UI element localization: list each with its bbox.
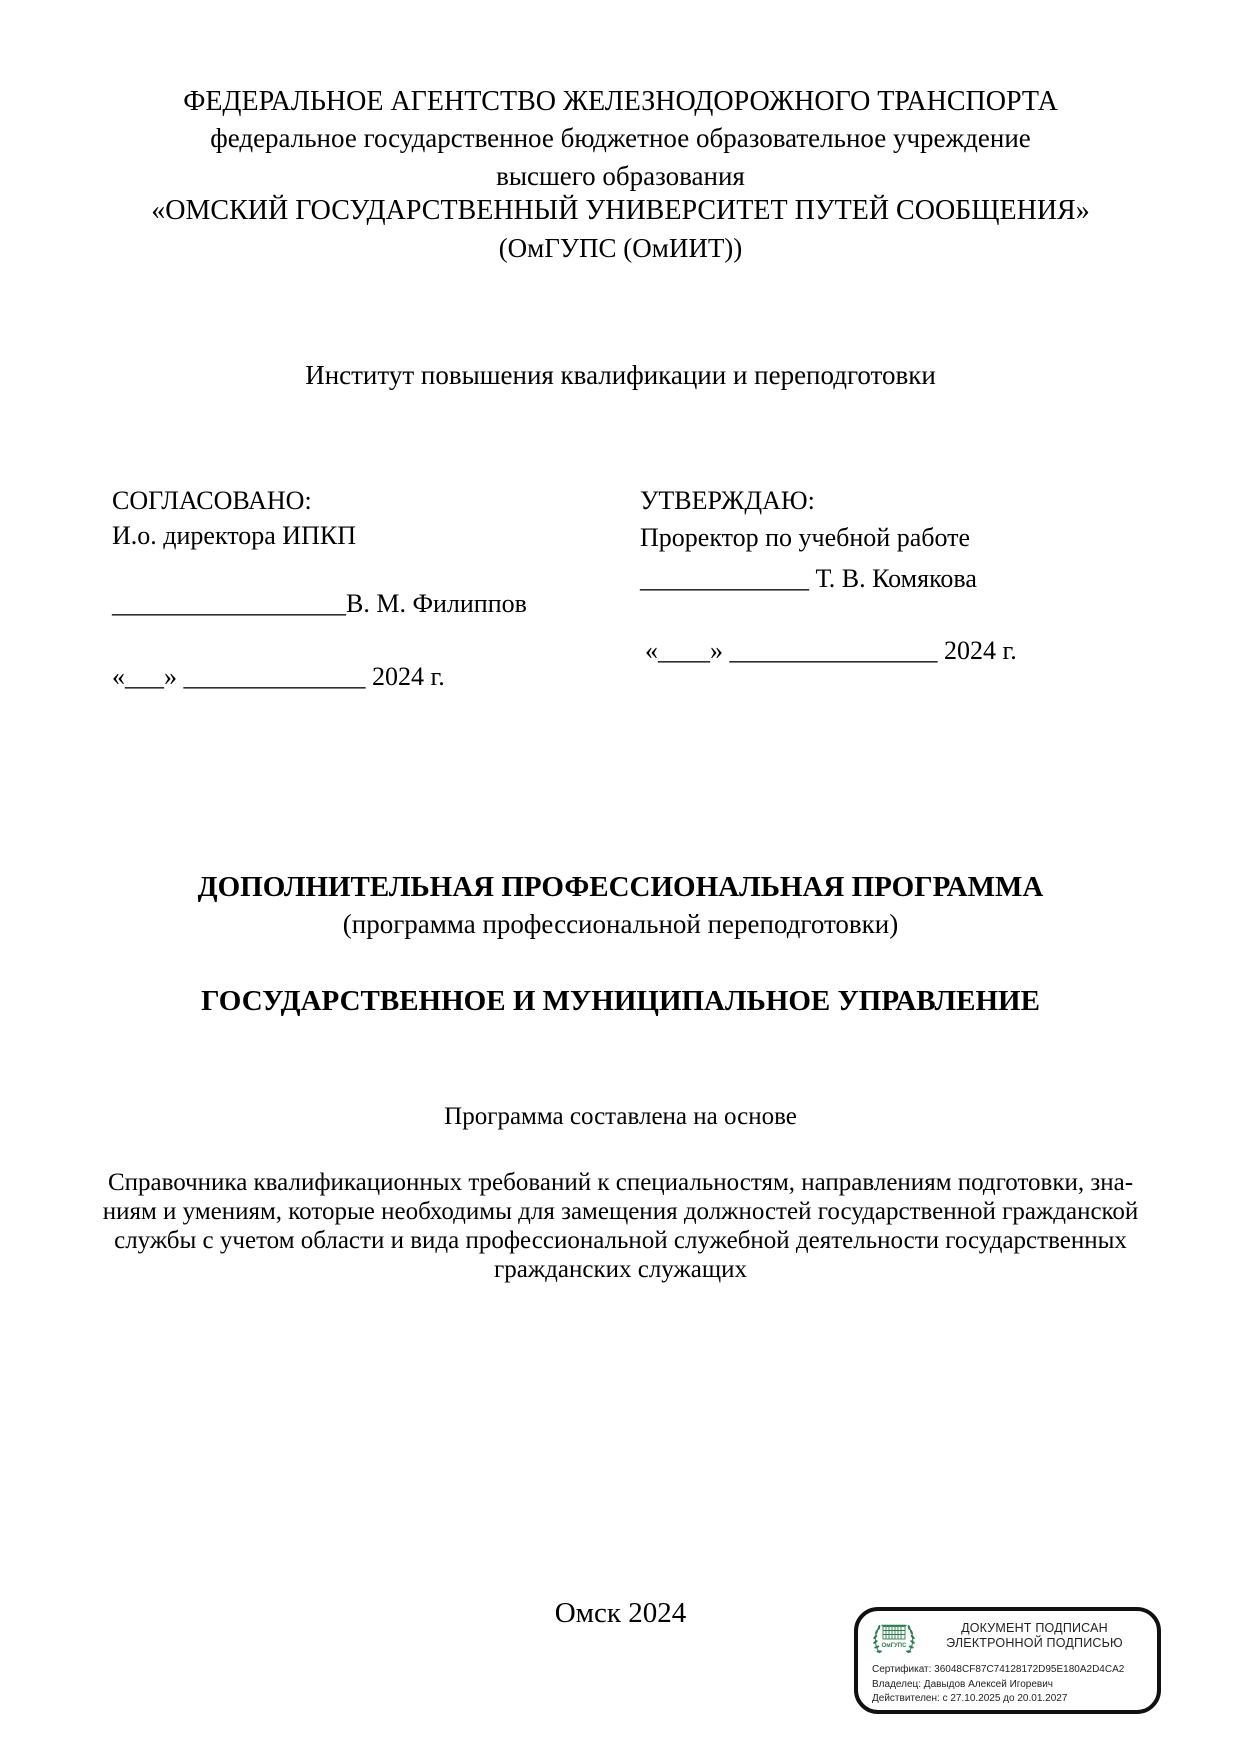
basis-line: ниям и умениям, которые необходимы для замещения должностей государственной гражданской — [102, 1198, 1139, 1225]
omgups-emblem-icon — [870, 1617, 918, 1661]
approval-role: Проректор по учебной работе — [640, 523, 971, 552]
emblem-label: ОмГУПС — [881, 1643, 907, 1649]
stamp-title — [920, 1621, 1149, 1651]
stamp-owner: Владелец: Давыдов Алексей Игоревич — [872, 1678, 1054, 1690]
approval-title: УТВЕРЖДАЮ: — [640, 486, 815, 515]
header-institution-line2: высшего образования — [496, 161, 745, 191]
program-title: ДОПОЛНИТЕЛЬНАЯ ПРОФЕССИОНАЛЬНАЯ ПРОГРАММА — [197, 871, 1044, 903]
basis-intro: Программа составлена на основе — [444, 1103, 797, 1130]
header-university-name: «ОМСКИЙ ГОСУДАРСТВЕННЫЙ УНИВЕРСИТЕТ ПУТЕЙ СООБЩЕНИЯ» — [151, 195, 1090, 226]
basis-line: Справочника квалификационных требований к специальностям, направлениям подготовки, зна- — [107, 1169, 1134, 1196]
stamp-title-line2: ЭЛЕКТРОННОЙ ПОДПИСЬЮ — [946, 1636, 1123, 1650]
approval-signature-line: _____________ Т. В. Комякова — [640, 564, 977, 593]
agreement-title: СОГЛАСОВАНО: — [112, 486, 312, 515]
program-name: ГОСУДАРСТВЕННОЕ И МУНИЦИПАЛЬНОЕ УПРАВЛЕНИЕ — [201, 985, 1040, 1017]
header-institute: Институт повышения квалификации и переподготовки — [305, 360, 936, 390]
agreement-date-line: «___» ______________ 2024 г. — [112, 662, 445, 691]
header-university-abbr: (ОмГУПС (ОмИИТ)) — [498, 233, 743, 263]
header-institution-line1: федеральное государственное бюджетное образовательное учреждение — [210, 123, 1031, 153]
agreement-signature-line: __________________В. М. Филиппов — [112, 589, 527, 618]
stamp-title-line1: ДОКУМЕНТ ПОДПИСАН — [961, 1621, 1108, 1635]
basis-paragraph — [0, 1168, 1241, 1284]
header-agency: ФЕДЕРАЛЬНОЕ АГЕНТСТВО ЖЕЛЕЗНОДОРОЖНОГО ТРАНСПОРТА — [183, 86, 1058, 117]
signature-stamp — [854, 1607, 1161, 1714]
stamp-details — [872, 1663, 1124, 1707]
program-subtitle: (программа профессиональной переподготовки) — [342, 909, 899, 939]
stamp-validity: Действителен: с 27.10.2025 до 20.01.2027 — [872, 1693, 1068, 1704]
basis-line: гражданских служащих — [494, 1256, 747, 1283]
stamp-certificate: Сертификат: 36048CF87C74128172D95E180A2D4CA2 — [872, 1664, 1125, 1675]
basis-line: службы с учетом области и вида профессиональной служебной деятельности государственных — [114, 1227, 1127, 1254]
city-year: Омск 2024 — [554, 1597, 687, 1629]
approval-date-line: «____» ________________ 2024 г. — [645, 636, 1017, 665]
agreement-role: И.о. директора ИПКП — [112, 521, 356, 550]
